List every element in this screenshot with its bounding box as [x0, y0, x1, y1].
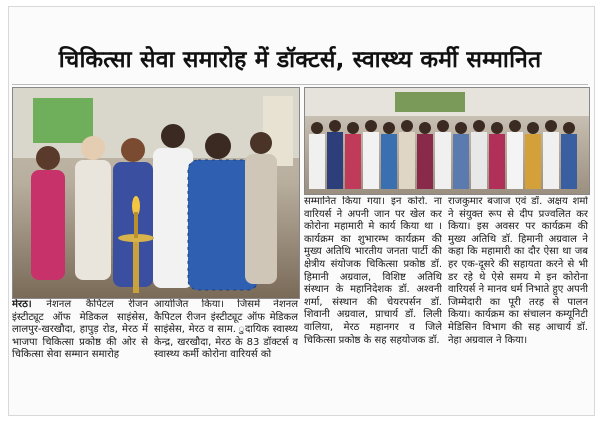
headline: चिकित्सा सेवा समारोह में डॉक्टर्स, स्वास्थ्य कर्मी सम्मानित — [58, 47, 542, 73]
article-column-4 — [448, 196, 588, 411]
group-photo-illustration — [305, 88, 589, 194]
column-text: आयोजित किया। जिसमें नेशनल कैपिटल रीजन इंस्टीट्यूट ऑफ मेडिकल साइंसेस, मेरठ व साम. ुदायिक स्वास्थ्य केन्द्र, खरखौदा, मेरठ के 83 डॉक्टर्स व स्वास्थ्य कर्मी कोरोना वारियर्स को — [154, 299, 298, 361]
lamp-lighting-illustration — [13, 88, 299, 298]
column-text: राजकुमार बजाज एवं डॉ. अक्षय शर्मा ने संयुक्त रूप से दीप प्रज्वलित कर किया। इस अवसर पर कार्यक्रम की मुख्य अतिथि डॉ. हिमानी अग्रवाल ने कहा कि महामारी का दौर ऐसा था जब हर एक-दूसरे की सहायता करने से भी डर रहे थे ऐसे समय मे इन कोरोना वारियर्स ने मानव धर्म निभाते हुए अपनी जिम्मेदारी का पूरी तरह से पालन किया। कार्यक्रम का संचालन कम्यूनिटी मेडिसिन विभाग की सह आचार्य डॉ. नेहा अग्रवाल ने किया। — [448, 196, 588, 346]
lamp-lighting-photo — [12, 87, 300, 299]
column-text: सम्मानित किया गया। इन कोरो. ना वारियर्स ने अपनी जान पर खेल कर कोरोना महामारी मे कार्य किया था । कार्यक्रम का शुभारम्भ कार्यक्रम की मुख्य अतिथि भारतीय जनता पार्टी की क्षेत्रीय संयोजक चिकित्सा प्रकोष्ठ डॉ. हिमानी अग्रवाल, विशिष्ट अतिथि संस्थान के महानिदेशक डॉ. अश्वनी शर्मा, संस्थान की चेयरपर्सन डॉ. शिवानी अग्रवाल, प्राचार्य डॉ. लिली वालिया, मेरठ महानगर व जिले चिकित्सा प्रकोष्ठ के सह सहयोजक डॉ. — [304, 196, 442, 346]
column-text: नेशनल कैपिटल रीजन इंस्टीट्यूट ऑफ मेडिकल साइंसेस, लालपुर-खरखौदा, हापुड़ रोड, मेरठ में भाजपा चिकित्सा प्रकोष्ठ की ओर से चिकित्सा सेवा सम्मान समारोह — [12, 299, 148, 361]
article-column-1 — [12, 299, 148, 411]
headline-rule — [12, 84, 588, 85]
article-column-3 — [304, 196, 442, 411]
group-photo — [304, 87, 590, 195]
article-column-2 — [154, 299, 298, 411]
dateline: मेरठ। — [12, 299, 32, 310]
